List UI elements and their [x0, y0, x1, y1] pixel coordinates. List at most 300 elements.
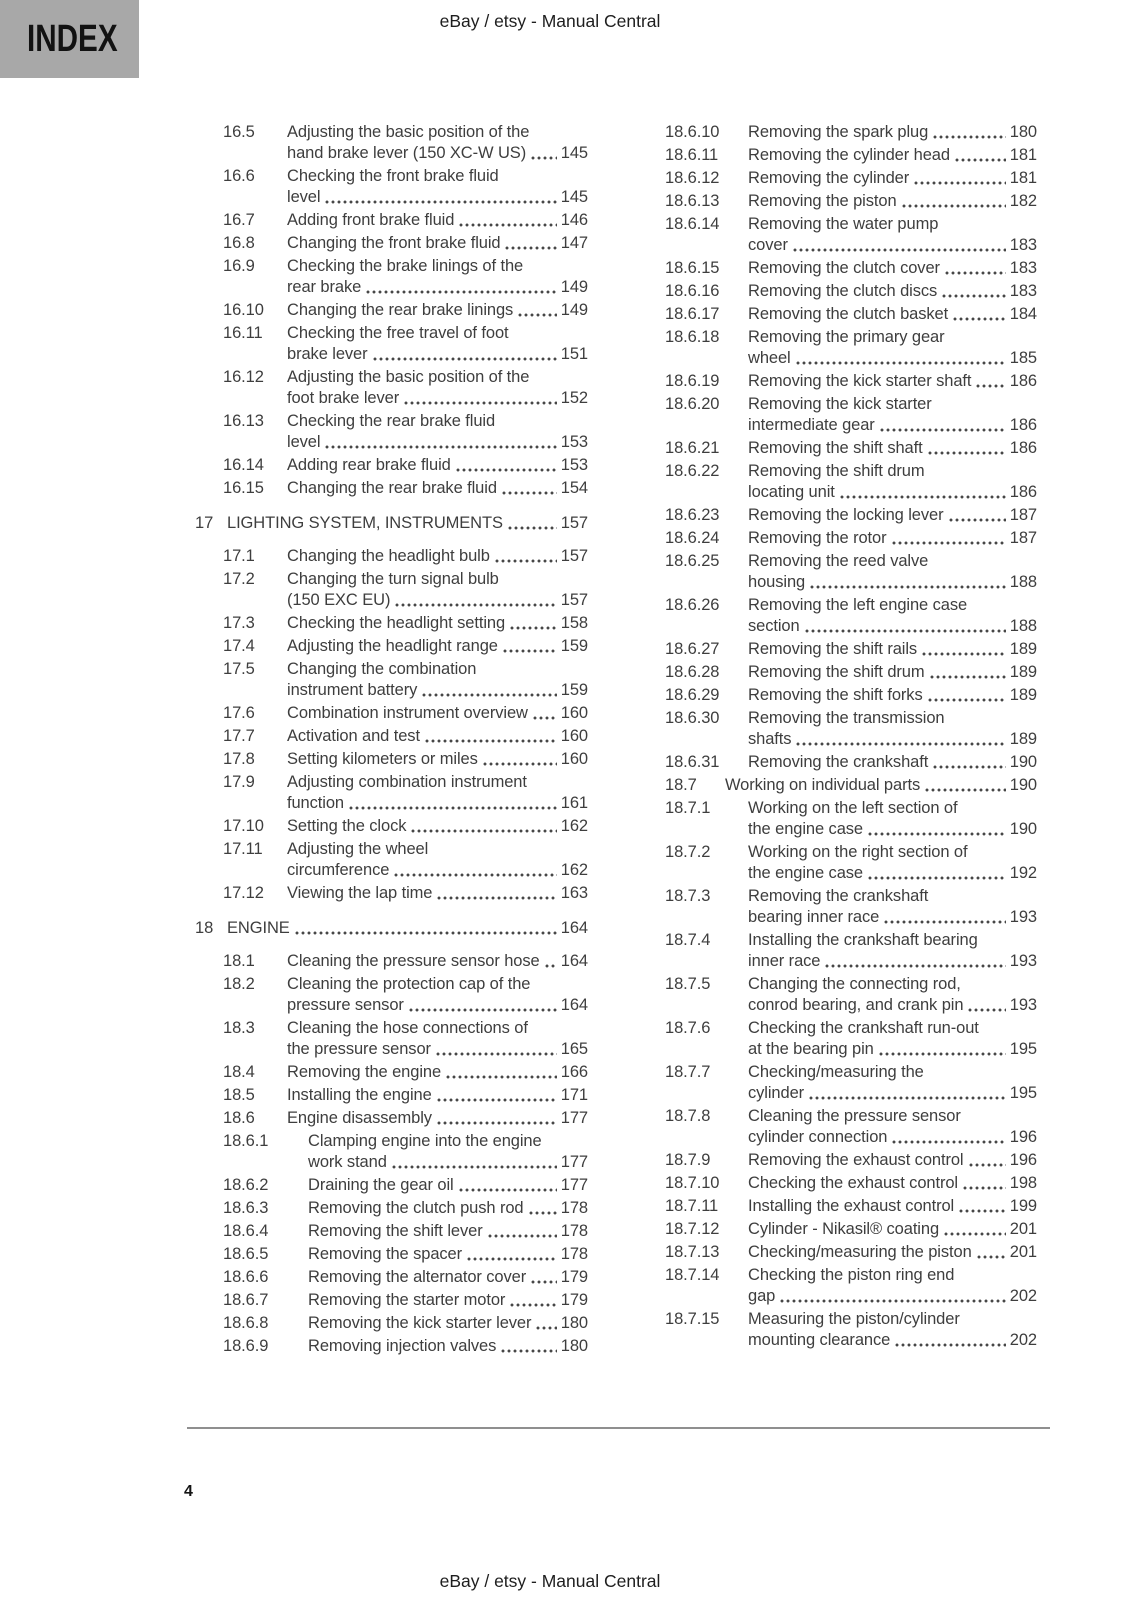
entry-number: 18.6.16 [665, 282, 720, 300]
entry-number: 18.7.14 [665, 1266, 720, 1284]
entry-title-text: Removing the shift forks [748, 686, 923, 704]
entry-number: 18.6.4 [223, 1222, 269, 1240]
entry-title-text: Removing the primary gear [748, 328, 945, 346]
entry-title [287, 122, 588, 164]
entry-number: 18.7.10 [665, 1174, 720, 1192]
dotted-leader [502, 649, 557, 654]
entry-title-text: instrument battery [287, 681, 418, 699]
toc-entry [195, 411, 588, 453]
entry-title [287, 951, 588, 972]
entry-number: 18.6.21 [665, 439, 720, 457]
dotted-leader [808, 1096, 1006, 1101]
entry-title-text: Changing the headlight bulb [287, 547, 490, 565]
entry-title [287, 455, 588, 476]
entry-number: 18.6.13 [665, 192, 720, 210]
entry-number: 18.6.19 [665, 372, 720, 390]
toc-entry [195, 1108, 588, 1129]
dotted-leader [943, 1232, 1006, 1237]
toc-entry [195, 816, 588, 837]
toc-entry [665, 168, 1037, 189]
toc-entry [665, 1219, 1037, 1240]
entry-page-number: 201 [1009, 1220, 1037, 1238]
entry-title-text: hand brake lever (150 XC-W US) [287, 144, 527, 162]
entry-title [748, 122, 1037, 143]
entry-page-number: 186 [1009, 372, 1037, 390]
entry-title-text: LIGHTING SYSTEM, INSTRUMENTS [227, 514, 503, 532]
entry-title-text: Cylinder - Nikasil® coating [748, 1220, 940, 1238]
toc-entry [195, 478, 588, 499]
entry-page-number: 195 [1009, 1084, 1037, 1102]
entry-title-text: Changing the turn signal bulb [287, 570, 499, 588]
entry-title-text: Checking the free travel of foot [287, 324, 509, 342]
entry-number: 16.13 [223, 412, 264, 430]
toc-entry [665, 1062, 1037, 1104]
entry-number: 18.6.29 [665, 686, 720, 704]
entry-title [748, 1173, 1037, 1194]
entry-title-text: Changing the front brake fluid [287, 234, 501, 252]
entry-title [748, 1150, 1037, 1171]
dotted-leader [403, 401, 557, 406]
toc-entry [665, 122, 1037, 143]
dotted-leader [482, 762, 557, 767]
entry-number: 17.7 [223, 727, 255, 745]
entry-number: 18.7.12 [665, 1220, 720, 1238]
entry-page-number: 196 [1009, 1128, 1037, 1146]
entry-title-text: level [287, 188, 321, 206]
entry-title [308, 1221, 588, 1242]
entry-title-text: Setting kilometers or miles [287, 750, 478, 768]
toc-entry [195, 1221, 588, 1242]
entry-title [308, 1131, 588, 1173]
toc-entry [665, 281, 1037, 302]
entry-number: 18.6.5 [223, 1245, 269, 1263]
dotted-leader [792, 248, 1006, 253]
entry-title-text: housing [748, 573, 806, 591]
entry-title-text: Removing the clutch cover [748, 259, 940, 277]
toc-entry [195, 569, 588, 611]
entry-number: 18.6.9 [223, 1337, 269, 1355]
entry-title-text: gap [748, 1287, 776, 1305]
entry-title-text: locating unit [748, 483, 835, 501]
dotted-leader [958, 1209, 1006, 1214]
entry-page-number: 186 [1009, 416, 1037, 434]
entry-title-text: level [287, 433, 321, 451]
entry-page-number: 183 [1009, 236, 1037, 254]
entry-page-number: 159 [560, 681, 588, 699]
entry-page-number: 190 [1009, 753, 1037, 771]
entry-title-text: inner race [748, 952, 821, 970]
entry-number: 18.6.1 [223, 1132, 269, 1150]
entry-title-text: Draining the gear oil [308, 1176, 454, 1194]
entry-number: 18.7.9 [665, 1151, 711, 1169]
dotted-leader [466, 1257, 557, 1262]
entry-number: 18.6.17 [665, 305, 720, 323]
entry-number: 18.3 [223, 1019, 255, 1037]
toc-entry [665, 708, 1037, 750]
entry-title-text: section [748, 617, 800, 635]
entry-title [748, 214, 1037, 256]
entry-title-text: Combination instrument overview [287, 704, 528, 722]
entry-page-number: 188 [1009, 617, 1037, 635]
entry-title-text: Removing the crankshaft [748, 887, 929, 905]
entry-title-text: at the bearing pin [748, 1040, 874, 1058]
toc-entry [195, 300, 588, 321]
entry-page-number: 190 [1009, 820, 1037, 838]
entry-title-text: Adjusting the basic position of the [287, 123, 530, 141]
entry-page-number: 186 [1009, 483, 1037, 501]
dotted-leader [535, 1326, 557, 1331]
entry-page-number: 177 [560, 1153, 588, 1171]
entry-page-number: 180 [560, 1314, 588, 1332]
toc-entry [665, 371, 1037, 392]
entry-title [287, 749, 588, 770]
entry-title [748, 438, 1037, 459]
entry-title-text: Working on the left section of [748, 799, 958, 817]
toc-entry [195, 1062, 588, 1083]
toc-entry [195, 546, 588, 567]
dotted-leader [839, 495, 1006, 500]
entry-title-text: Removing the clutch basket [748, 305, 949, 323]
dotted-leader [532, 716, 557, 721]
entry-page-number: 153 [560, 456, 588, 474]
entry-number: 18 [195, 919, 214, 937]
entry-page-number: 183 [1009, 259, 1037, 277]
entry-title [748, 191, 1037, 212]
dotted-leader [968, 1163, 1007, 1168]
dotted-leader [504, 246, 557, 251]
entry-page-number: 199 [1009, 1197, 1037, 1215]
toc-entry [665, 327, 1037, 369]
entry-number: 18.6.2 [223, 1176, 269, 1194]
entry-title-text: Cleaning the pressure sensor hose [287, 952, 540, 970]
entry-title [287, 816, 588, 837]
page-number: 4 [184, 1483, 193, 1500]
entry-title [748, 798, 1037, 840]
entry-page-number: 149 [560, 278, 588, 296]
entry-number: 16.6 [223, 167, 255, 185]
entry-title-text: pressure sensor [287, 996, 404, 1014]
entry-page-number: 182 [1009, 192, 1037, 210]
entry-title [287, 411, 588, 453]
entry-title-text: Adding front brake fluid [287, 211, 455, 229]
entry-page-number: 186 [1009, 439, 1037, 457]
entry-page-number: 158 [560, 614, 588, 632]
entry-page-number: 165 [560, 1040, 588, 1058]
entry-title [748, 461, 1037, 503]
entry-title-text: Removing the cylinder [748, 169, 910, 187]
dotted-leader [932, 765, 1006, 770]
entry-title-text: Removing the transmission [748, 709, 945, 727]
entry-number: 17.11 [223, 840, 263, 858]
entry-number: 16.14 [223, 456, 264, 474]
entry-number: 18.7.1 [665, 799, 711, 817]
entry-page-number: 166 [560, 1063, 588, 1081]
entry-page-number: 178 [560, 1245, 588, 1263]
toc-entry [195, 1085, 588, 1106]
entry-title-text: Adjusting combination instrument [287, 773, 527, 791]
entry-title [748, 394, 1037, 436]
entry-page-number: 180 [1009, 123, 1037, 141]
entry-number: 17 [195, 514, 214, 532]
dotted-leader [809, 585, 1006, 590]
dotted-leader [954, 158, 1006, 163]
dotted-leader [795, 742, 1006, 747]
dotted-leader [924, 788, 1006, 793]
toc-column-right [665, 122, 1037, 1353]
toc-entry [665, 1265, 1037, 1307]
entry-number: 18.6.27 [665, 640, 720, 658]
entry-number: 17.8 [223, 750, 255, 768]
entry-page-number: 145 [560, 144, 588, 162]
entry-title-text: Checking/measuring the [748, 1063, 924, 1081]
toc-entry [195, 233, 588, 254]
entry-title-text: function [287, 794, 344, 812]
entry-title-text: Engine disassembly [287, 1109, 432, 1127]
entry-number: 16.10 [223, 301, 264, 319]
entry-title [287, 1085, 588, 1106]
entry-title-text: Working on individual parts [725, 776, 921, 794]
entry-title [287, 367, 588, 409]
dotted-leader [901, 204, 1006, 209]
entry-title [748, 662, 1037, 683]
entry-number: 18.6.25 [665, 552, 720, 570]
entry-title [287, 210, 588, 231]
entry-title-text: Checking the brake linings of the [287, 257, 524, 275]
entry-title-text: Installing the engine [287, 1086, 432, 1104]
entry-number: 16.8 [223, 234, 255, 252]
entry-page-number: 151 [560, 345, 588, 363]
entry-number: 18.6 [223, 1109, 255, 1127]
toc-entry [665, 1018, 1037, 1060]
entry-number: 16.12 [223, 368, 264, 386]
entry-page-number: 202 [1009, 1287, 1037, 1305]
toc-entry [195, 1290, 588, 1311]
entry-number: 18.6.7 [223, 1291, 269, 1309]
toc-entry [195, 974, 588, 1016]
toc-entry [195, 636, 588, 657]
toc-entry [195, 1244, 588, 1265]
toc-entry [195, 703, 588, 724]
entry-title-text: Cleaning the protection cap of the [287, 975, 531, 993]
dotted-leader [929, 675, 1006, 680]
toc-entry [665, 685, 1037, 706]
dotted-leader [435, 1052, 557, 1057]
entry-page-number: 181 [1009, 169, 1037, 187]
toc-entry [665, 505, 1037, 526]
toc-entry [665, 1242, 1037, 1263]
dotted-leader [795, 361, 1006, 366]
entry-title [748, 145, 1037, 166]
entry-title-text: brake lever [287, 345, 368, 363]
dotted-leader [867, 876, 1006, 881]
entry-page-number: 184 [1009, 305, 1037, 323]
dotted-leader [544, 964, 557, 969]
entry-title [287, 1018, 588, 1060]
entry-page-number: 180 [560, 1337, 588, 1355]
entry-title [308, 1198, 588, 1219]
dotted-leader [509, 626, 557, 631]
entry-number: 18.6.22 [665, 462, 720, 480]
entry-title-text: bearing inner race [748, 908, 880, 926]
entry-title [287, 256, 588, 298]
entry-page-number: 189 [1009, 640, 1037, 658]
entry-title-text: Removing the clutch push rod [308, 1199, 524, 1217]
toc-entry [195, 883, 588, 904]
entry-page-number: 193 [1009, 996, 1037, 1014]
entry-title [748, 595, 1037, 637]
entry-number: 18.7.4 [665, 931, 711, 949]
entry-title-text: Cleaning the hose connections of [287, 1019, 528, 1037]
entry-title-text: Checking the headlight setting [287, 614, 506, 632]
toc-entry [665, 1196, 1037, 1217]
entry-title [748, 886, 1037, 928]
dotted-leader [501, 491, 557, 496]
dotted-leader [372, 357, 557, 362]
entry-title-text: Removing the shift drum [748, 663, 925, 681]
entry-title [748, 1242, 1037, 1263]
toc-entry [665, 528, 1037, 549]
entry-title-text: wheel [748, 349, 791, 367]
entry-number: 16.5 [223, 123, 255, 141]
entry-title-text: Removing the left engine case [748, 596, 968, 614]
entry-number: 18.6.6 [223, 1268, 269, 1286]
toc-entry [665, 1173, 1037, 1194]
entry-page-number: 145 [560, 188, 588, 206]
toc-entry [195, 513, 588, 534]
entry-title-text: Setting the clock [287, 817, 407, 835]
page-header-title: eBay / etsy - Manual Central [439, 11, 661, 31]
entry-title [308, 1336, 588, 1357]
entry-title [748, 505, 1037, 526]
entry-title [748, 752, 1037, 773]
dotted-leader [927, 698, 1006, 703]
entry-title [748, 1265, 1037, 1307]
entry-page-number: 196 [1009, 1151, 1037, 1169]
dotted-leader [458, 223, 557, 228]
entry-title-text: circumference [287, 861, 390, 879]
toc-entry [195, 918, 588, 939]
entry-page-number: 179 [560, 1268, 588, 1286]
entry-number: 18.5 [223, 1086, 255, 1104]
entry-number: 18.7.5 [665, 975, 711, 993]
entry-title [287, 233, 588, 254]
toc-entry [195, 367, 588, 409]
toc-entry [665, 930, 1037, 972]
entry-title-text: Removing the cylinder head [748, 146, 950, 164]
entry-number: 18.7.8 [665, 1107, 711, 1125]
entry-page-number: 183 [1009, 282, 1037, 300]
toc-entry [195, 659, 588, 701]
entry-title [748, 639, 1037, 660]
entry-page-number: 190 [1009, 776, 1037, 794]
entry-page-number: 159 [560, 637, 588, 655]
entry-number: 17.9 [223, 773, 255, 791]
toc-entry [665, 438, 1037, 459]
entry-title [748, 685, 1037, 706]
entry-number: 18.6.30 [665, 709, 720, 727]
entry-page-number: 160 [560, 750, 588, 768]
entry-number: 18.1 [223, 952, 255, 970]
entry-title-text: foot brake lever [287, 389, 400, 407]
entry-title-text: Removing the crankshaft [748, 753, 929, 771]
entry-title [748, 842, 1037, 884]
entry-page-number: 171 [560, 1086, 588, 1104]
entry-title-text: Removing the kick starter [748, 395, 932, 413]
entry-title-text: cylinder connection [748, 1128, 888, 1146]
entry-number: 17.2 [223, 570, 255, 588]
entry-page-number: 160 [560, 704, 588, 722]
entry-title-text: Activation and test [287, 727, 420, 745]
entry-title [748, 168, 1037, 189]
entry-title-text: Installing the crankshaft bearing [748, 931, 978, 949]
toc-entry [195, 256, 588, 298]
entry-title-text: Removing the locking lever [748, 506, 944, 524]
toc-entry [665, 886, 1037, 928]
entry-page-number: 185 [1009, 349, 1037, 367]
entry-title-text: intermediate gear [748, 416, 875, 434]
toc-entry [195, 1018, 588, 1060]
entry-page-number: 161 [560, 794, 588, 812]
entry-page-number: 181 [1009, 146, 1037, 164]
entry-page-number: 157 [560, 514, 588, 532]
toc-entry [665, 461, 1037, 503]
toc-entry [665, 258, 1037, 279]
toc-entry [195, 455, 588, 476]
entry-title [287, 1062, 588, 1083]
toc-entry [195, 951, 588, 972]
dotted-leader [528, 1211, 558, 1216]
dotted-leader [445, 1075, 557, 1080]
dotted-leader [348, 806, 557, 811]
entry-title [227, 513, 588, 534]
dotted-leader [410, 829, 557, 834]
entry-title [227, 918, 588, 939]
entry-number: 18.6.8 [223, 1314, 269, 1332]
toc-entry [665, 842, 1037, 884]
entry-page-number: 193 [1009, 952, 1037, 970]
toc-entry [665, 798, 1037, 840]
entry-title-text: cylinder [748, 1084, 805, 1102]
dotted-leader [408, 1008, 557, 1013]
toc-entry [665, 639, 1037, 660]
entry-page-number: 189 [1009, 686, 1037, 704]
dotted-leader [921, 652, 1006, 657]
dotted-leader [530, 1280, 557, 1285]
entry-number: 18.6.14 [665, 215, 720, 233]
dotted-leader [913, 181, 1006, 186]
entry-page-number: 189 [1009, 663, 1037, 681]
entry-title-text: Checking the piston ring end [748, 1266, 955, 1284]
toc-entry [665, 662, 1037, 683]
toc-entry [195, 839, 588, 881]
entry-title [287, 772, 588, 814]
entry-number: 18.7 [665, 776, 697, 794]
entry-title-text: Changing the rear brake fluid [287, 479, 497, 497]
entry-title-text: Changing the combination [287, 660, 477, 678]
entry-title-text: shafts [748, 730, 792, 748]
entry-title [287, 974, 588, 1016]
dotted-leader [804, 629, 1006, 634]
entry-number: 17.10 [223, 817, 264, 835]
dotted-leader [944, 271, 1006, 276]
toc-entry [665, 1150, 1037, 1171]
index-tab-label: INDEX [27, 17, 118, 60]
toc-entry [195, 323, 588, 365]
entry-title [725, 775, 1037, 796]
entry-title [287, 659, 588, 701]
dotted-leader [509, 1303, 557, 1308]
entry-page-number: 147 [560, 234, 588, 252]
